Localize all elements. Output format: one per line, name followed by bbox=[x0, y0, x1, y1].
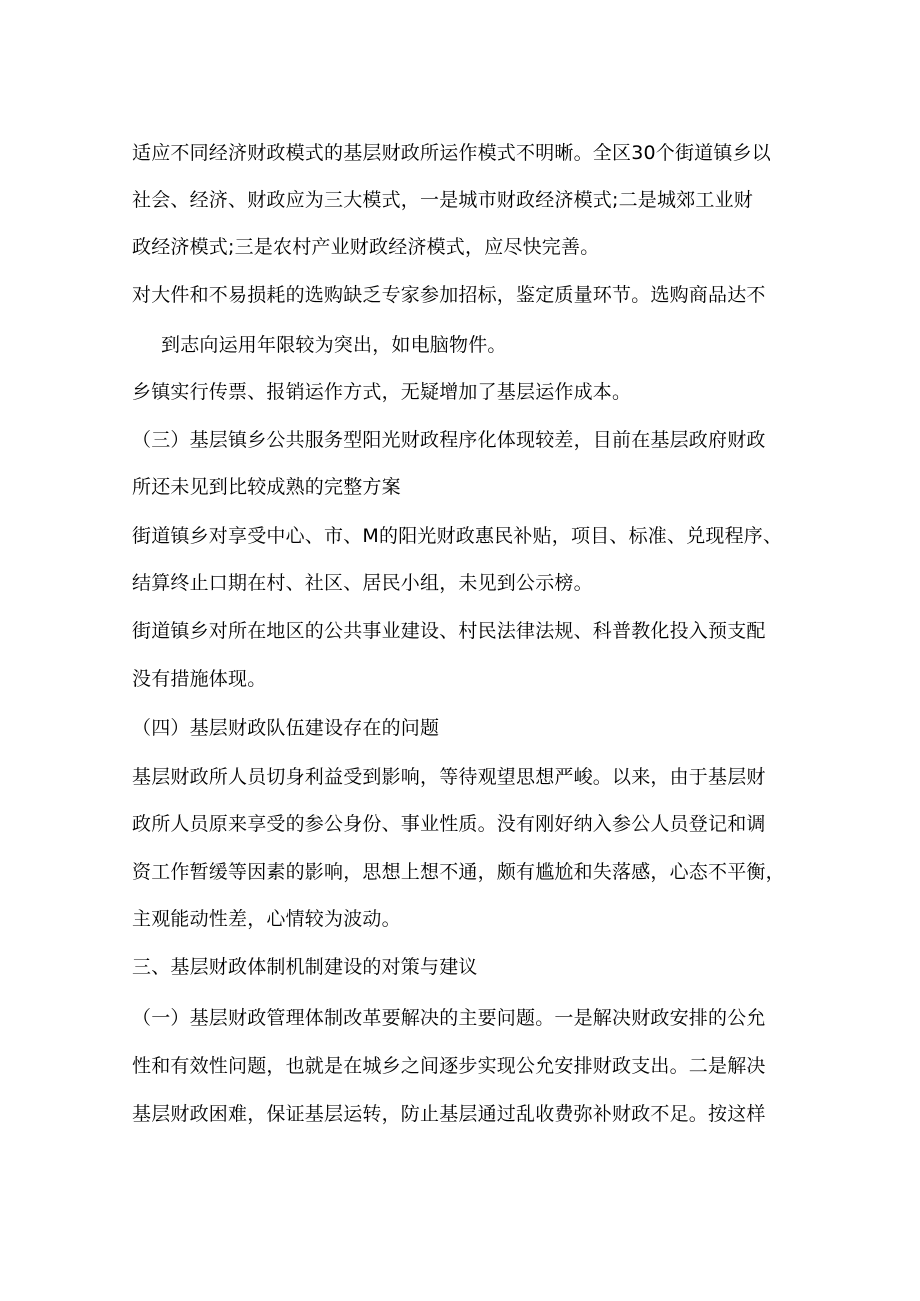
text-line-20: 性和有效性问题，也就是在城乡之间逐步实现公允安排财政支出。二是解决 bbox=[132, 1055, 766, 1077]
text-line-6: 乡镇实行传票、报销运作方式，无疑增加了基层运作成本。 bbox=[132, 381, 632, 403]
text-line-4: 对大件和不易损耗的选购缺乏专家参加招标，鉴定质量环节。选购商品达不 bbox=[132, 284, 766, 306]
text-line-2: 社会、经济、财政应为三大模式，一是城市财政经济模式;二是城郊工业财 bbox=[132, 189, 754, 211]
text-line-11: 街道镇乡对所在地区的公共事业建设、村民法律法规、科普教化投入预支配 bbox=[132, 620, 766, 642]
text-line-21: 基层财政困难，保证基层运转，防止基层通过乱收费弥补财政不足。按这样 bbox=[132, 1103, 766, 1125]
section-heading-1: （一）基层财政管理体制改革要解决的主要问题。一是解决财政安排的公允 bbox=[132, 1007, 766, 1029]
text-line-15: 政所人员原来享受的参公身份、事业性质。没有刚好纳入参公人员登记和调 bbox=[132, 813, 766, 835]
text-line-5: 到志向运用年限较为突出，如电脑物件。 bbox=[161, 334, 507, 356]
text-line-9: 街道镇乡对享受中心、市、M的阳光财政惠民补贴，项目、标准、兑现程序、 bbox=[132, 525, 783, 547]
chapter-heading-3: 三、基层财政体制机制建设的对策与建议 bbox=[132, 956, 478, 978]
text-line-17: 主观能动性差，心情较为波动。 bbox=[132, 908, 401, 930]
text-line-3: 政经济模式;三是农村产业财政经济模式，应尽快完善。 bbox=[132, 236, 600, 258]
text-line-14: 基层财政所人员切身利益受到影响，等待观望思想严峻。以来，由于基层财 bbox=[132, 766, 766, 788]
text-line-12: 没有措施体现。 bbox=[132, 668, 267, 690]
text-line-1: 适应不同经济财政模式的基层财政所运作模式不明晰。全区30个街道镇乡以 bbox=[132, 142, 771, 164]
text-line-8: 所还未见到比较成熟的完整方案 bbox=[132, 476, 401, 498]
text-line-16: 资工作暂缓等因素的影响，思想上想不通，颇有尴尬和失落感，心态不平衡， bbox=[132, 861, 785, 883]
section-heading-3: （三）基层镇乡公共服务型阳光财政程序化体现较差，目前在基层政府财政 bbox=[132, 429, 766, 451]
text-line-10: 结算终止口期在村、社区、居民小组，未见到公示榜。 bbox=[132, 572, 593, 594]
section-heading-4: （四）基层财政队伍建设存在的问题 bbox=[132, 717, 440, 739]
